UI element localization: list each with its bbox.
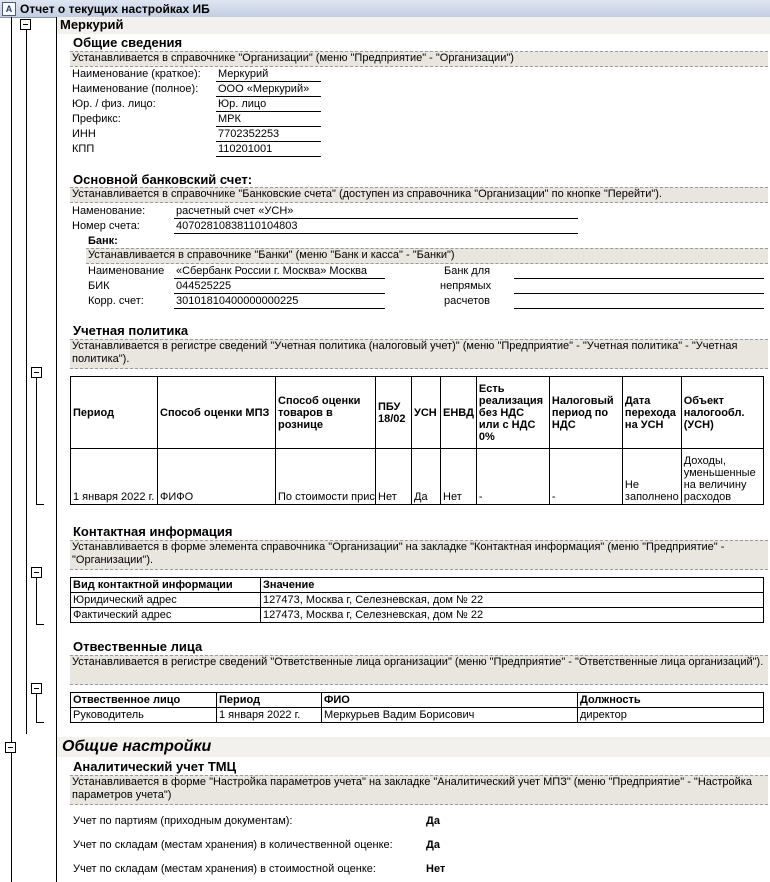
- inn-value: 7702352253: [218, 128, 280, 140]
- prefix-label: Префикс:: [72, 113, 121, 125]
- bank-note: Устанавливается в справочнике "Банки" (меню "Банк и касса" - "Банки"): [86, 248, 768, 264]
- option-label: Учет по складам (местам хранения) в стоимостной оценке:: [73, 863, 376, 875]
- general-info-note: Устанавливается в справочнике "Организации" (меню "Предприятие" - "Организации"): [70, 51, 768, 67]
- legal-type-label: Юр. / физ. лицо:: [72, 98, 156, 110]
- table-row: [71, 708, 764, 723]
- option-value: Да: [426, 815, 440, 827]
- cell-pbu: Нет: [376, 449, 412, 505]
- account-name-label: Наменование:: [72, 205, 146, 217]
- cell-vat-period: -: [549, 449, 622, 505]
- bik-label: БИК: [88, 280, 110, 292]
- outline-line: [36, 376, 37, 504]
- contacts-title: Контактная информация: [73, 524, 233, 539]
- full-name-label: Наименование (полное):: [72, 83, 199, 95]
- bank-account-title: Основной банковский счет:: [73, 172, 253, 187]
- org-header-band: [57, 17, 770, 34]
- indirect-bank-label-1: Банк для: [444, 265, 491, 277]
- general-info-title: Общие сведения: [73, 35, 183, 50]
- indirect-bank-label-2: непрямых: [440, 280, 492, 292]
- col-pbu: ПБУ 18/02: [376, 377, 412, 449]
- outline-line: [36, 624, 44, 625]
- responsible-cell: Руководитель: [71, 708, 217, 723]
- policy-table: [70, 376, 764, 505]
- fio-cell: Меркурьев Вадим Борисович: [322, 708, 578, 723]
- collapse-responsible-button[interactable]: [31, 683, 42, 694]
- policy-note: Устанавливается в регистре сведений "Учетная политика (налоговый учет)" (меню "Предприятие" - "Учетная политика" - "Учетная политика").: [70, 339, 768, 369]
- contacts-table: [70, 577, 764, 623]
- cell-usn-date: Не заполнено: [622, 449, 681, 505]
- collapse-org-button[interactable]: [20, 19, 31, 30]
- bank-name-value: «Сбербанк России г. Москва» Москва: [176, 265, 367, 277]
- position-cell: директор: [578, 708, 764, 723]
- col-usn-date: Дата перехода на УСН: [622, 377, 681, 449]
- kpp-value: 110201001: [218, 143, 273, 155]
- window-titlebar: [0, 0, 770, 18]
- short-name-label: Наименование (краткое):: [72, 68, 201, 80]
- cell-mpz-method: ФИФО: [158, 449, 276, 505]
- kpp-label: КПП: [72, 143, 95, 155]
- org-name: Меркурий: [60, 17, 124, 32]
- contact-type-cell: Юридический адрес: [71, 593, 261, 608]
- col-position: Должность: [578, 693, 764, 708]
- option-value: Нет: [426, 863, 446, 875]
- bank-name-label: Наименование: [88, 265, 165, 277]
- responsible-table: [70, 692, 764, 723]
- col-responsible: Отвественное лицо: [71, 693, 217, 708]
- option-label: Учет по складам (местам хранения) в количественной оценке:: [73, 839, 393, 851]
- collapse-contacts-button[interactable]: [31, 567, 42, 578]
- col-mpz-method: Способ оценки МПЗ: [158, 377, 276, 449]
- short-name-value: Меркурий: [218, 68, 269, 80]
- corr-account-label: Корр. счет:: [88, 295, 144, 307]
- cell-period: 1 января 2022 г.: [71, 449, 158, 505]
- option-value: Да: [426, 839, 440, 851]
- account-number-value: 40702810838110104803: [176, 220, 298, 232]
- col-tax-object: Объект налогообл. (УСН): [681, 377, 763, 449]
- bik-value: 044525225: [176, 280, 232, 292]
- col-period: Период: [217, 693, 322, 708]
- account-number-label: Номер счета:: [72, 220, 140, 232]
- legal-type-value: Юр. лицо: [218, 98, 267, 110]
- report-icon: A: [2, 2, 16, 16]
- cell-usn: Да: [412, 449, 441, 505]
- col-envd: ЕНВД: [441, 377, 477, 449]
- account-name-value: расчетный счет «УСН»: [176, 205, 294, 217]
- outline-line: [26, 24, 27, 734]
- period-cell: 1 января 2022 г.: [217, 708, 322, 723]
- col-contact-value: Значение: [261, 578, 764, 593]
- collapse-general-settings-button[interactable]: [5, 742, 16, 753]
- contact-value-cell: 127473, Москва г, Селезневская, дом № 22: [261, 593, 764, 608]
- outline-line: [36, 504, 44, 505]
- policy-title: Учетная политика: [73, 323, 189, 338]
- cell-tax-object: Доходы, уменьшенные на величину расходов: [681, 449, 763, 505]
- col-retail-method: Способ оценки товаров в рознице: [276, 377, 376, 449]
- col-fio: ФИО: [322, 693, 578, 708]
- bank-account-note: Устанавливается в справочнике "Банковские счета" (доступен из справочника "Организации" по кнопке "Перейти").: [70, 187, 768, 203]
- col-period: Период: [71, 377, 158, 449]
- outline-line: [11, 745, 12, 882]
- table-row: [71, 593, 764, 608]
- corr-account-value: 30101810400000000225: [176, 295, 299, 307]
- cell-envd: Нет: [441, 449, 477, 505]
- contacts-note: Устанавливается в форме элемента справочника "Организации" на закладке "Контактная информация" (меню "Предприятие" - "Организации").: [70, 540, 768, 570]
- collapse-policy-button[interactable]: [31, 367, 42, 378]
- outline-line: [36, 722, 44, 723]
- cell-retail-method: По стоимости прис: [276, 449, 376, 505]
- contact-value-cell: 127473, Москва г, Селезневская, дом № 22: [261, 608, 764, 623]
- contact-type-cell: Фактический адрес: [71, 608, 261, 623]
- option-label: Учет по партиям (приходным документам):: [73, 815, 293, 827]
- col-usn: УСН: [412, 377, 441, 449]
- full-name-value: ООО «Меркурий»: [218, 83, 310, 95]
- outline-line: [36, 574, 37, 624]
- window-title: Отчет о текущих настройках ИБ: [20, 2, 210, 16]
- responsible-note: Устанавливается в регистре сведений "Ответственные лица организации" (меню "Предприятие" - "Ответственные лица организаций").: [70, 655, 768, 685]
- table-row: [71, 608, 764, 623]
- cell-no-vat: -: [476, 449, 549, 505]
- col-no-vat: Есть реализация без НДС или с НДС 0%: [476, 377, 549, 449]
- bank-title: Банк:: [88, 235, 118, 247]
- inn-label: ИНН: [72, 128, 96, 140]
- general-settings-title: Общие настройки: [62, 738, 212, 755]
- indirect-bank-label-3: расчетов: [444, 295, 490, 307]
- prefix-value: МРК: [218, 113, 241, 125]
- analytics-title: Аналитический учет ТМЦ: [73, 759, 237, 774]
- responsible-title: Отвественные лица: [73, 639, 203, 654]
- col-vat-period: Налоговый период по НДС: [549, 377, 622, 449]
- analytics-note: Устанавливается в форме "Настройка параметров учета" на закладке "Аналитический учет МПЗ" (меню "Предприятие" - "Настройка параметров учета"): [70, 775, 768, 805]
- col-contact-type: Вид контактной информации: [71, 578, 261, 593]
